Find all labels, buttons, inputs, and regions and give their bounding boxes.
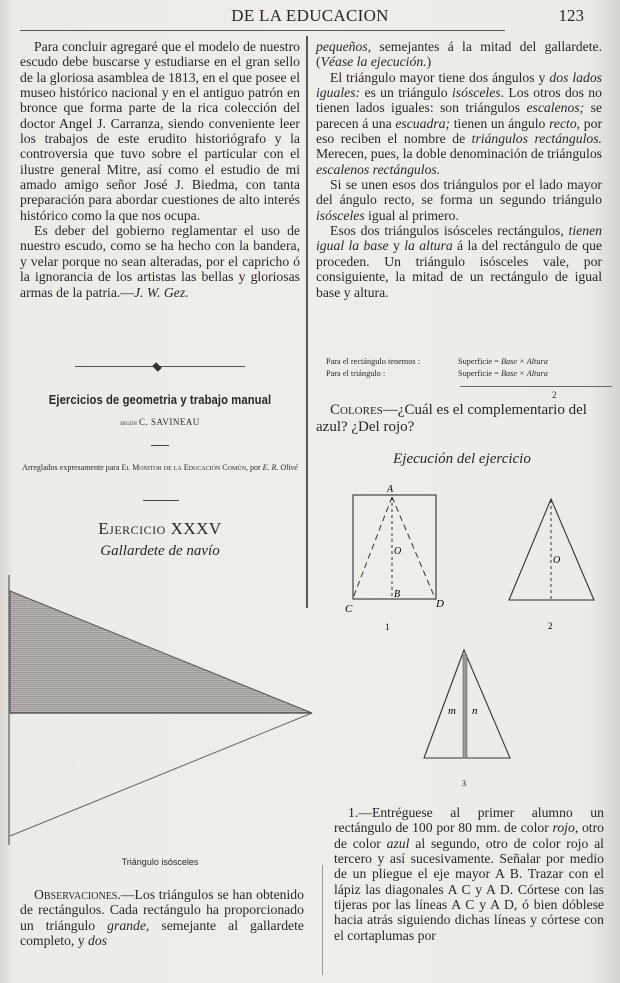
right-column-p4-c: á la del rectángulo de que proceden. Un triángulo isósceles vale, por consiguiente, la mitad de un rectángulo de igual base y altura. [316, 238, 602, 300]
fig1-label-b: B [394, 589, 401, 600]
observations-label: Observaciones. [34, 887, 121, 902]
obs-italic-1: grande, [107, 917, 150, 933]
pennant-upper-shaded [10, 591, 312, 713]
fig1-label-d: D [436, 598, 444, 610]
right-column-p2-i5: recto, [549, 115, 581, 131]
steps-margin-rule [322, 865, 323, 975]
arranged-by-prefix: por [249, 463, 261, 472]
right-column-p2-b: es un triángulo [360, 85, 452, 101]
exercise-subtitle: Gallardete de navío [100, 543, 220, 559]
formula-rectangle [326, 356, 611, 368]
formula-tri-lhs: Superficie = [458, 368, 501, 378]
column-divider [306, 36, 308, 608]
arranged-note [18, 462, 302, 474]
arranged-by: E. R. Olivé [262, 463, 298, 472]
fig2-label-o: O [553, 555, 561, 566]
observations-paragraph [20, 887, 304, 948]
paragraph-isosceles [316, 70, 602, 177]
header-rule [20, 30, 505, 31]
page-header [0, 4, 620, 26]
paragraph-escudo: Para concluir agregaré que el modelo de nuestro escudo debe buscarse y estudiarse en el gran sello de la gloriosa asamblea de 1813, en el que posee el museo histórico nacional y en el antiguo patrón en bronce que forma parte de la rica colección del doctor Angel J. Carranza, siendo conveniente leer los trabajos de este erudito historiógrafo y la controversia que tuvo sobre el particular con el ilustre general Mitre, así como el estudio de mi amado amigo señor José J. Biedma, con tanta preparación para abordar cuestiones de alto interés histórico como la que nos ocupa. [20, 39, 300, 223]
paragraph-union [316, 177, 602, 223]
formula-tri-rhs: Base × Altura [500, 368, 548, 378]
fig1-number: 1 [385, 622, 390, 632]
step1-text-b: otro de color [334, 820, 604, 851]
formula-triangle [326, 368, 611, 380]
fig3-label-n: n [472, 705, 478, 717]
pennant-caption: Triángulo isósceles [121, 857, 199, 867]
pennant-figure [0, 570, 320, 850]
section-title: Ejercicios de geometria y trabajo manual [48, 393, 272, 407]
right-column-p2-c: . Los otros dos no tienen lados iguales: son triángulos [316, 85, 602, 116]
p1-ref: Véase la ejecución. [320, 54, 427, 70]
p1-italic: pequeños, [316, 39, 372, 54]
right-column-p2-i3: escalenos; [526, 100, 585, 116]
right-column-p3-i1: isósceles [316, 207, 365, 223]
right-column-p2-i1: dos lados iguales: [316, 69, 602, 101]
formula-tri-label: Para el triángulo : [326, 368, 386, 378]
fig3-label-m: m [448, 705, 456, 717]
steps-paragraph [334, 805, 604, 943]
p1-text: semejantes á la mitad del gallardete. ( [316, 39, 602, 70]
fraction-bar [460, 386, 612, 387]
right-column-p2-a: El triángulo mayor tiene dos ángulos y [330, 69, 550, 85]
paragraph-gobierno [20, 223, 300, 300]
right-column-p3-a: Si se unen esos dos triángulos por el lado mayor del ángulo recto, se forma un segundo triángulo [316, 177, 602, 208]
figure-2 [509, 499, 594, 631]
paragraph-continuation [316, 39, 602, 70]
execution-title: Ejecución del ejercicio [393, 451, 531, 467]
author-line [20, 417, 300, 427]
right-column-p2-f: por eso reciben el nombre de [316, 115, 603, 147]
step1-text-a: 1.—Entréguese al primer alumno un rectángulo de 100 por 80 mm. de color [334, 805, 604, 836]
publication-name: El Monitor de la Educación Común, [121, 463, 248, 472]
formula-rect-rhs: Base × Altura [500, 357, 548, 366]
obs-text-1: —Los triángulos se han obtenido de rectángulos. Cada rectángulo ha proporcionado un triángulo [20, 887, 304, 933]
figure-1 [345, 484, 444, 632]
figure-3 [424, 650, 510, 788]
paragraph-gobierno-text: Es deber del gobierno reglamentar el uso de nuestro escudo, como se ha hecho con la bandera, y velar porque no sean alteradas, por el capricho ó la ignorancia de los artistas las bellas y gloriosas armas de la patria.— [20, 223, 300, 300]
right-column-p2-i4: escuadra; [395, 115, 451, 131]
fig1-label-c: C [345, 603, 353, 615]
author-name: C. SAVINEAU [138, 417, 200, 427]
area-formulas [326, 356, 611, 379]
fig1-label-a: A [387, 484, 394, 495]
obs-text-2: semejante al gallardete completo, y [20, 917, 304, 949]
fig1-label-o: O [394, 546, 402, 557]
short-rule-2 [143, 500, 179, 501]
exercise-heading: Ejercicio XXXV [98, 519, 222, 538]
right-column-p2-d: se parecen á una [316, 100, 602, 131]
right-column-text [316, 39, 602, 300]
colors-label: Colores [330, 402, 383, 418]
right-column-p4-i2: la altura [404, 238, 453, 254]
right-column-p3-b: igual al primero. [364, 207, 459, 223]
obs-italic-2: dos [88, 933, 108, 949]
step1-italic-rojo: rojo, [552, 820, 579, 836]
page-number: 123 [558, 6, 584, 25]
author-prefix: según [120, 419, 137, 427]
step1-text-c: al segundo, otro de color rojo al tercero y así sucesivamente. Señalar por medio de un pliegue el eje mayor A B. Trazar con el lápiz las diagonales A C y A D. Córtese con las tijeras por las líneas A C y A D, ó bien dóblese hacia atrás siguiendo dichas líneas y córtese con el cortaplumas por [334, 835, 604, 943]
section-ornament [75, 362, 245, 372]
right-column-p4-b: y [388, 238, 405, 254]
arranged-prefix: Arreglados expresamente para [22, 463, 120, 472]
left-column-text [20, 39, 300, 300]
formula-rect-lhs: Superficie = [458, 357, 501, 366]
right-column-p4-a: Esos dos triángulos isósceles rectángulos, [330, 223, 569, 239]
right-column-p2-i6: triángulos rectángulos. [471, 131, 602, 147]
right-column-p4-i1: tienen igual la base [316, 223, 602, 254]
fig2-number: 2 [548, 621, 553, 631]
p1-close: ) [426, 54, 432, 70]
execution-figures [310, 470, 620, 800]
right-column-p2-i7: escalenos rectángulos. [316, 161, 441, 177]
right-column-p2-i2: isósceles [451, 85, 501, 101]
pennant-lower-edge [10, 713, 312, 836]
paragraph-base-altura [316, 223, 602, 300]
step1-italic-azul: azul [386, 835, 410, 851]
signature: J. W. Gez. [134, 284, 189, 300]
fig3-number: 3 [462, 779, 466, 788]
running-title: DE LA EDUCACION [231, 6, 389, 25]
formula-rect-label: Para el rectángulo tenemos : [326, 357, 420, 366]
fraction-denominator: 2 [552, 390, 557, 400]
short-rule [151, 445, 169, 446]
right-column-p2-g: Merecen, pues, la doble denominación de triángulos [316, 146, 602, 162]
colors-text: —¿Cuál es el complementario del azul? ¿Del rojo? [316, 402, 587, 435]
colors-question [316, 402, 608, 436]
right-column-p2-e: tienen un ángulo [450, 115, 550, 131]
